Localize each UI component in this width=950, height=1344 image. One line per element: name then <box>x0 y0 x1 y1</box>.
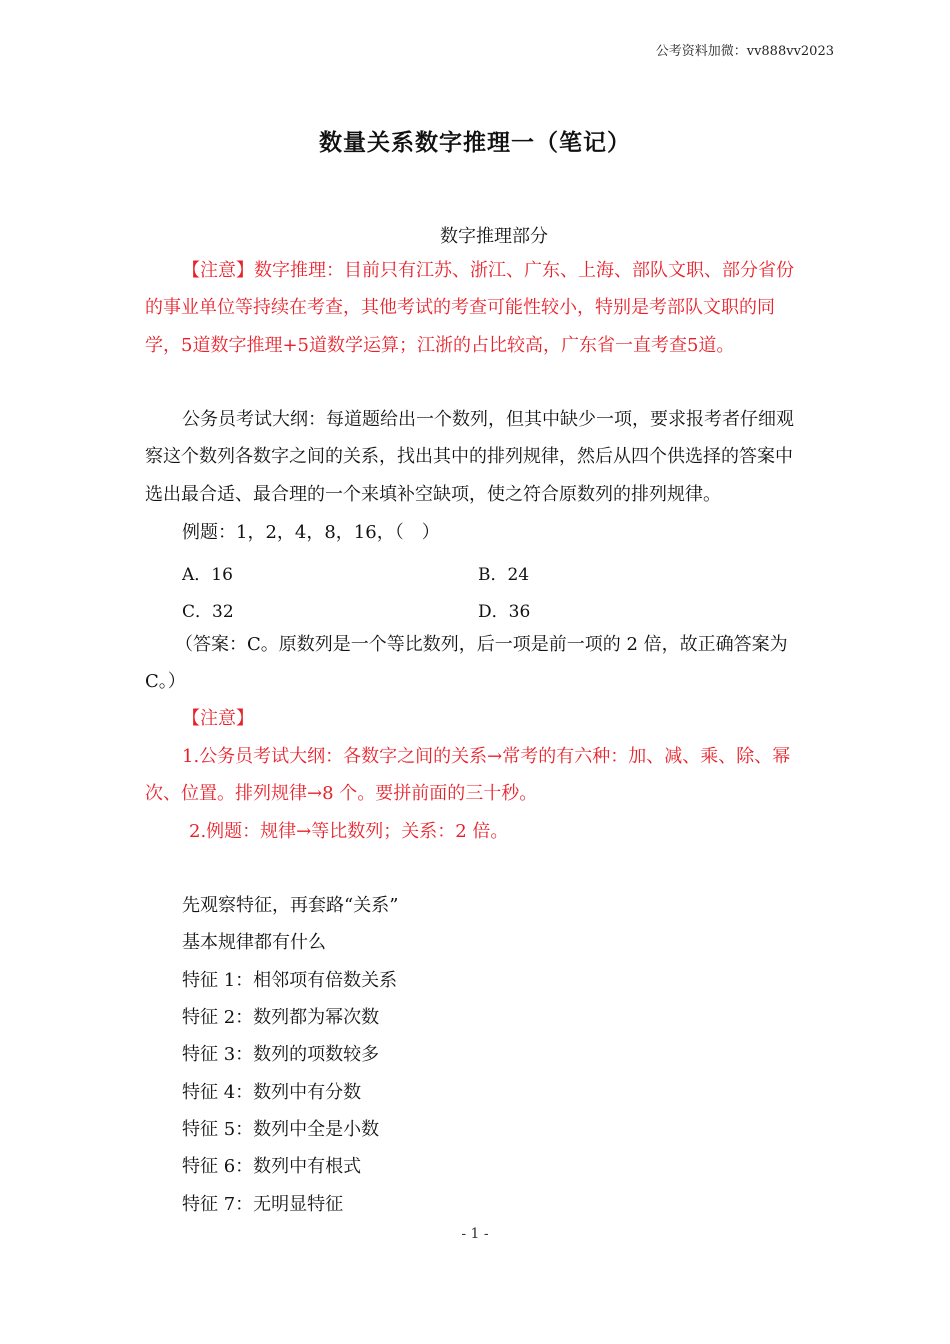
page-number: - 1 - <box>461 1226 489 1242</box>
notice2-point2: 2.例题：规律→等比数列；关系：2 倍。 <box>189 821 509 842</box>
option-b: B．24 <box>478 565 530 585</box>
feature-item: 特征 5：数列中全是小数 <box>182 1119 380 1140</box>
notice2-point1: 1.公务员考试大纲：各数字之间的关系→常考的有六种：加、减、乘、除、幂次、位置。排列规律→8 个。要拼前面的三十秒。 <box>145 746 791 805</box>
section-title: 数字推理部分 <box>440 226 548 247</box>
page-title: 数量关系数字推理一（笔记） <box>319 129 631 156</box>
notice-paragraph <box>145 252 810 364</box>
option-c: C．32 <box>182 602 234 622</box>
feature-item: 特征 1：相邻项有倍数关系 <box>182 970 398 991</box>
example-question: 例题：1，2，4，8，16，（ ） <box>182 522 440 543</box>
feature-item: 特征 4：数列中有分数 <box>182 1082 362 1103</box>
feature-item: 特征 7：无明显特征 <box>182 1194 344 1215</box>
observe-line: 先观察特征，再套路“关系” <box>182 895 399 916</box>
option-d: D．36 <box>478 602 531 622</box>
notice-text: 数字推理：目前只有江苏、浙江、广东、上海、部队文职、部分省份的事业单位等持续在考查，其他考试的考查可能性较小，特别是考部队文职的同学，5道数字推理+5道数学运算；江浙的占比较高，广东省一直考查5道。 <box>145 260 794 356</box>
option-a: A．16 <box>182 565 233 585</box>
feature-item: 特征 3：数列的项数较多 <box>182 1044 380 1065</box>
notice-label: 【注意】 <box>182 260 254 281</box>
feature-item: 特征 2：数列都为幂次数 <box>182 1007 380 1028</box>
feature-item: 特征 6：数列中有根式 <box>182 1156 362 1177</box>
notice2-label: 【注意】 <box>182 708 254 729</box>
basic-rules-line: 基本规律都有什么 <box>182 932 326 953</box>
syllabus-paragraph: 公务员考试大纲：每道题给出一个数列，但其中缺少一项，要求报考者仔细观察这个数列各数字之间的关系，找出其中的排列规律，然后从四个供选择的答案中选出最合适、最合理的一个来填补空缺项，使之符合原数列的排列规律。 <box>145 409 794 505</box>
example-answer: （答案：C。原数列是一个等比数列，后一项是前一项的 2 倍，故正确答案为C。） <box>145 634 788 693</box>
watermark-header: 公考资料加微：vv888vv2023 <box>655 44 834 59</box>
